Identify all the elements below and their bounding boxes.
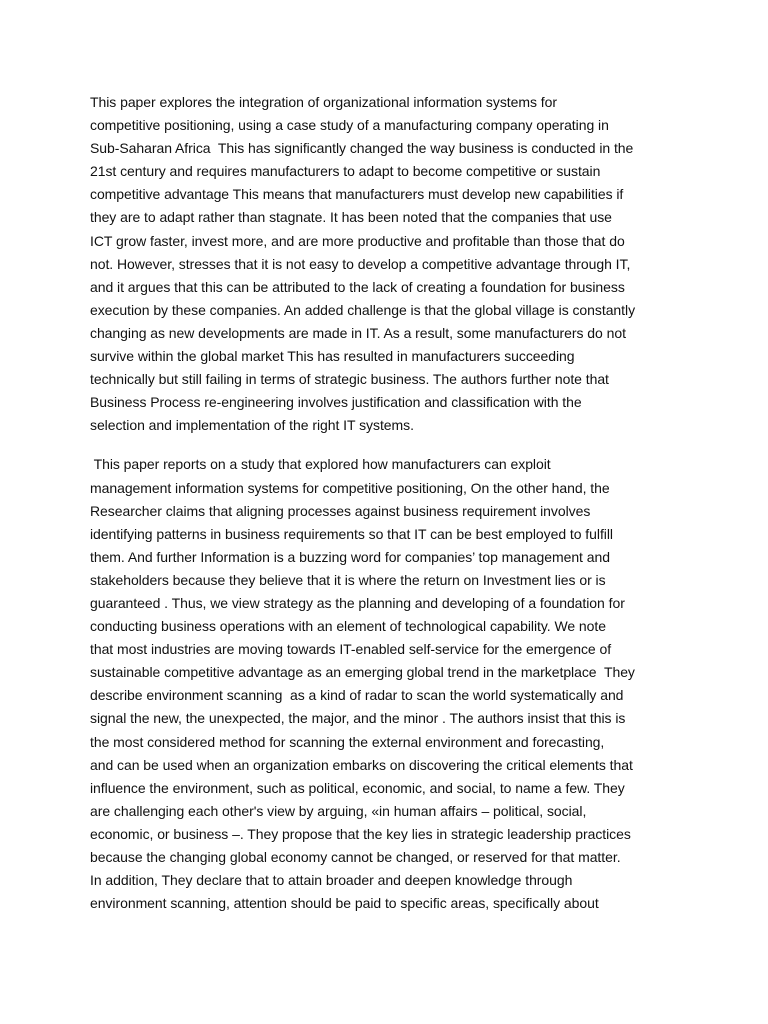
text-line: they are to adapt rather than stagnate. It has been noted that the companies that use	[90, 209, 612, 226]
text-line: identifying patterns in business requirements so that IT can be best employed to fulfill	[90, 525, 613, 542]
text-line: guaranteed . Thus, we view strategy as the planning and developing of a foundation for	[90, 594, 625, 611]
text-line: competitive advantage This means that manufacturers must develop new capabilities if	[90, 186, 624, 203]
text-line: signal the new, the unexpected, the major, and the minor . The authors insist that this is	[90, 710, 626, 727]
text-line: Researcher claims that aligning processes against business requirement involves	[90, 502, 591, 519]
text-line: because the changing global economy cannot be changed, or reserved for that matter.	[90, 849, 621, 865]
text-line: are challenging each other's view by arguing, «in human affairs – political, social,	[90, 802, 587, 819]
text-line: Sub-Saharan Africa This has significantly changed the way business is conducted in the	[90, 140, 634, 157]
text-line: economic, or business –. They propose that the key lies in strategic leadership practices	[90, 825, 631, 842]
text-line: and can be used when an organization embarks on discovering the critical elements that	[90, 756, 633, 773]
body-text	[90, 91, 690, 915]
text-line: not. However, stresses that it is not easy to develop a competitive advantage through IT,	[90, 255, 631, 272]
paragraph	[90, 91, 690, 437]
text-line: competitive positioning, using a case study of a manufacturing company operating in	[90, 117, 609, 134]
text-line: changing as new developments are made in IT. As a result, some manufacturers do not	[90, 324, 626, 341]
text-line: survive within the global market This has resulted in manufacturers succeeding	[90, 348, 575, 365]
text-line: This paper explores the integration of organizational information systems for	[90, 94, 557, 110]
text-line: In addition, They declare that to attain broader and deepen knowledge through	[90, 872, 573, 889]
text-line: management information systems for competitive positioning, On the other hand, the	[90, 479, 610, 496]
text-line: selection and implementation of the right IT systems.	[90, 417, 414, 434]
text-line: execution by these companies. An added challenge is that the global village is constantly	[90, 301, 636, 318]
paragraph	[90, 453, 690, 915]
text-line: ICT grow faster, invest more, and are more productive and profitable than those that do	[90, 232, 625, 249]
text-line: that most industries are moving towards IT-enabled self-service for the emergence of	[90, 641, 612, 658]
text-line: Business Process re-engineering involves justification and classification with the	[90, 394, 582, 411]
text-line: This paper reports on a study that explored how manufacturers can exploit	[90, 456, 551, 473]
text-line: sustainable competitive advantage as an emerging global trend in the marketplace They	[90, 664, 635, 681]
text-line: and it argues that this can be attributed to the lack of creating a foundation for business	[90, 278, 625, 295]
text-line: environment scanning, attention should be paid to specific areas, specifically about	[90, 895, 599, 912]
text-line: the most considered method for scanning the external environment and forecasting,	[90, 733, 605, 750]
text-line: describe environment scanning as a kind of radar to scan the world systematically and	[90, 687, 624, 704]
text-line: technically but still failing in terms of strategic business. The authors further note that	[90, 371, 609, 388]
text-line: them. And further Information is a buzzing word for companies’ top management and	[90, 548, 610, 565]
text-line: 21st century and requires manufacturers to adapt to become competitive or sustain	[90, 163, 601, 180]
text-line: conducting business operations with an element of technological capability. We note	[90, 618, 606, 635]
text-line: stakeholders because they believe that it is where the return on Investment lies or is	[90, 571, 606, 588]
text-line: influence the environment, such as political, economic, and social, to name a few. They	[90, 779, 625, 796]
